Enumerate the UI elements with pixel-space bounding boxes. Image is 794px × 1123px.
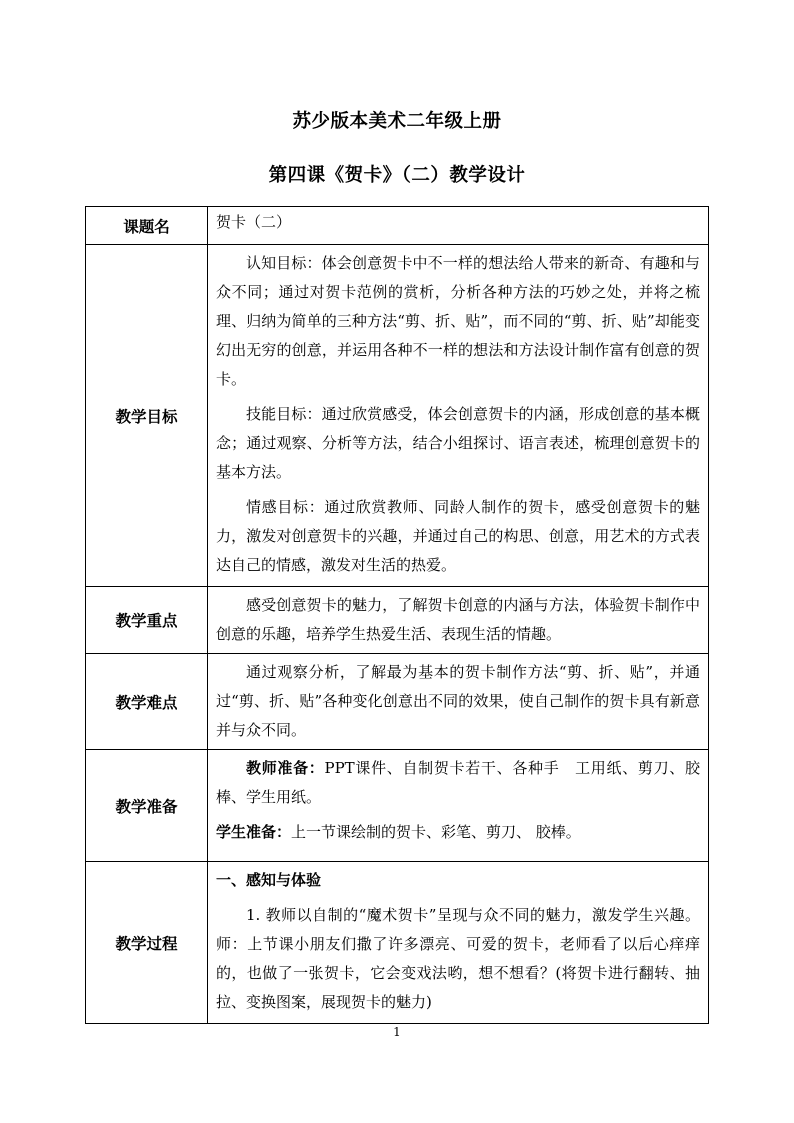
key-points-content (208, 587, 709, 654)
emotion-objective: 情感目标：通过欣赏教师、同龄人制作的贺卡，感受创意贺卡的魅力，激发对创意贺卡的兴趣，并通过自己的构思、创意，用艺术的方式表达自己的情感，激发对生活的热爱。 (216, 498, 700, 574)
lesson-plan-table (85, 206, 709, 1024)
process-label: 教学过程 (86, 862, 208, 1024)
table-row-process (86, 862, 709, 1024)
preparation-content (208, 750, 709, 862)
student-preparation (216, 818, 700, 847)
topic-value (208, 207, 709, 245)
difficulties-text: 通过观察分析，了解最为基本的贺卡制作方法“剪、折、贴”，并通过“剪、折、贴”各种变化创意出不同的效果，使自己制作的贺卡具有新意并与众不同。 (216, 663, 700, 739)
key-points-text: 感受创意贺卡的魅力，了解贺卡创意的内涵与方法，体验贺卡制作中创意的乐趣，培养学生热爱生活、表现生活的情趣。 (216, 596, 700, 643)
teacher-preparation-text: PPT课件、自制贺卡若干、各种手 工用纸、剪刀、胶棒、学生用纸。 (216, 759, 700, 806)
lesson-title: 第四课《贺卡》（二）教学设计 (268, 165, 526, 186)
teacher-preparation-label: 教师准备： (246, 759, 325, 777)
table-row-objectives (86, 245, 709, 587)
topic-text: 贺卡（二） (216, 213, 292, 231)
difficulties-label: 教学难点 (86, 654, 208, 750)
page-number: 1 (393, 1025, 401, 1039)
key-points-label: 教学重点 (86, 587, 208, 654)
process-section-heading: 一、感知与体验 (216, 871, 322, 889)
student-preparation-label: 学生准备： (216, 823, 292, 841)
objectives-content (208, 245, 709, 587)
student-preparation-text: 上一节课绘制的贺卡、彩笔、剪刀、 胶棒。 (291, 823, 581, 841)
document-title: 苏少版本美术二年级上册 (292, 111, 502, 132)
table-row-difficulties (86, 654, 709, 750)
table-row-topic (86, 207, 709, 245)
skill-objective: 技能目标：通过欣赏感受，体会创意贺卡的内涵，形成创意的基本概念；通过观察、分析等方法，结合小组探讨、语言表述，梳理创意贺卡的基本方法。 (216, 405, 700, 481)
table-row-key-points (86, 587, 709, 654)
table-row-preparation (86, 750, 709, 862)
objectives-label: 教学目标 (86, 245, 208, 587)
process-step-1: 1. 教师以自制的“魔术贺卡”呈现与众不同的魅力，激发学生兴趣。师：上节课小朋友们撒了许多漂亮、可爱的贺卡，老师看了以后心痒痒的，也做了一张贺卡，它会变戏法哟，想不想看？(将贺卡进行翻转、抽拉、变换图案，展现贺卡的魅力) (216, 906, 700, 1011)
process-content (208, 862, 709, 1024)
cognitive-objective: 认知目标：体会创意贺卡中不一样的想法给人带来的新奇、有趣和与众不同；通过对贺卡范例的赏析，分析各种方法的巧妙之处，并将之梳理、归纳为简单的三种方法“剪、折、贴”，而不同的“剪、折、贴”却能变幻出无穷的创意，并运用各种不一样的想法和方法设计制作富有创意的贺卡。 (216, 254, 700, 388)
preparation-label: 教学准备 (86, 750, 208, 862)
teacher-preparation (216, 754, 700, 812)
difficulties-content (208, 654, 709, 750)
topic-label: 课题名 (86, 207, 208, 245)
